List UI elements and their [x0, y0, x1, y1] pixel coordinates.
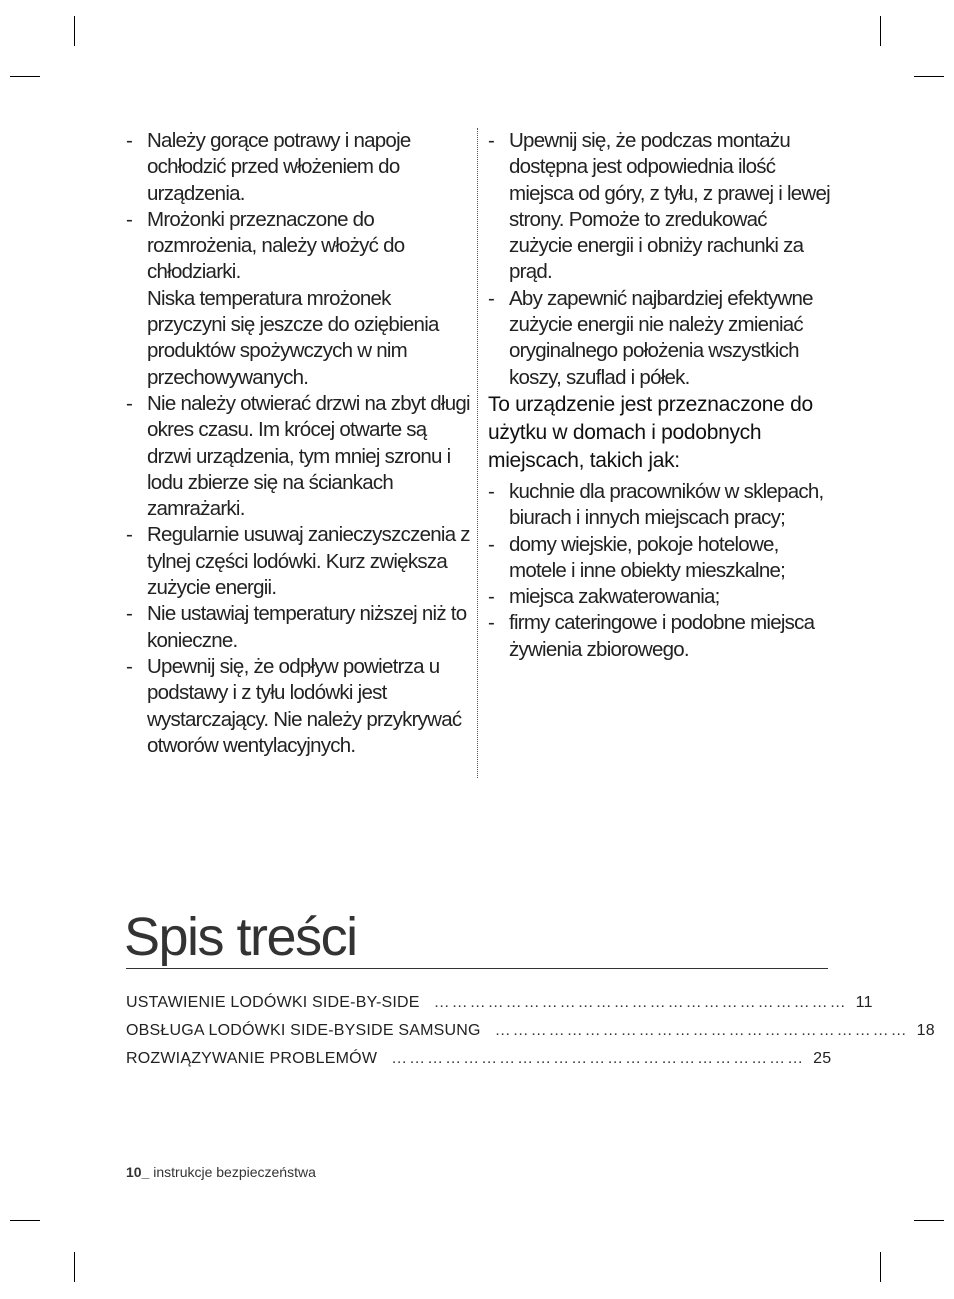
- item-note: Niska temperatura mrożonek przyczyni się jeszcze do oziębienia produktów spożywczych w nim przechowywanych.: [147, 286, 439, 389]
- item-text: Regularnie usuwaj zanieczyszczenia z tylnej części lodówki. Kurz zwiększa zużycie energii.: [147, 523, 470, 600]
- item-text: Należy gorące potrawy i napoje ochłodzić przed włożeniem do urządzenia.: [147, 129, 411, 205]
- page-number: 10_: [126, 1164, 150, 1180]
- column-divider: [477, 128, 478, 778]
- list-item: - kuchnie dla pracowników w sklepach, biurach i innych miejscach pracy;: [488, 479, 824, 530]
- intended-use-list: [488, 479, 833, 663]
- crop-mark: [10, 1220, 40, 1221]
- crop-mark: [914, 1220, 944, 1221]
- item-text: kuchnie dla pracowników w sklepach, biurach i innych miejscach pracy;: [509, 479, 824, 530]
- crop-mark: [914, 76, 944, 77]
- crop-mark: [74, 1252, 75, 1282]
- page-footer: [126, 1164, 316, 1180]
- list-item: - Regularnie usuwaj zanieczyszczenia z tylnej części lodówki. Kurz zwiększa zużycie energii.: [126, 523, 470, 600]
- item-text: Upewnij się, że odpływ powietrza u podstawy i z tyłu lodówki jest wystarczający. Nie należy przykrywać otworów wentylacyjnych.: [147, 654, 462, 757]
- toc-entry[interactable]: [126, 1022, 935, 1050]
- item-text: domy wiejskie, pokoje hotelowe, motele i inne obiekty mieszkalne;: [509, 532, 786, 582]
- energy-tips-list: [126, 128, 471, 759]
- item-text: miejsca zakwaterowania;: [509, 585, 720, 609]
- list-item: - Upewnij się, że odpływ powietrza u podstawy i z tyłu lodówki jest wystarczający. Nie należy przykrywać otworów wentylacyjnych.: [126, 654, 462, 757]
- item-text: Nie ustawiaj temperatury niższej niż to konieczne.: [147, 602, 467, 652]
- list-item: - Mrożonki przeznaczone do rozmrożenia, należy włożyć do chłodziarki. Niska temperatura mrożonek przyczyni się jeszcze do oziębienia produktów spożywczych w nim przechowywanych.: [126, 207, 471, 391]
- table-of-contents: [126, 994, 935, 1078]
- section-name: instrukcje bezpieczeństwa: [153, 1164, 316, 1180]
- item-text: Mrożonki przeznaczone do rozmrożenia, należy włożyć do chłodziarki.: [147, 207, 405, 284]
- toc-entry[interactable]: [126, 1050, 832, 1078]
- toc-entry-label: USTAWIENIE LODÓWKI SIDE-BY-SIDE: [126, 994, 420, 1011]
- crop-mark: [74, 16, 75, 46]
- list-item: - Należy gorące potrawy i napoje ochłodzić przed włożeniem do urządzenia.: [126, 129, 411, 205]
- item-text: Upewnij się, że podczas montażu dostępna jest odpowiednia ilość miejsca od góry, z tyłu, z prawej i lewej strony. Pomoże to zredukować zużycie energii i obniży rachunki za prąd.: [509, 129, 830, 284]
- toc-leader-dots: ……………………………………………………………: [433, 994, 848, 1011]
- list-item: - Nie ustawiaj temperatury niższej niż to konieczne.: [126, 602, 467, 652]
- item-text: firmy cateringowe i podobne miejsca żywienia zbiorowego.: [509, 611, 815, 661]
- toc-entry-page: 25: [813, 1050, 832, 1067]
- crop-mark: [880, 1252, 881, 1282]
- list-item: - firmy cateringowe i podobne miejsca żywienia zbiorowego.: [488, 611, 815, 661]
- crop-mark: [10, 76, 40, 77]
- list-item: - Aby zapewnić najbardziej efektywne zużycie energii nie należy zmieniać oryginalnego położenia wszystkich koszy, szuflad i półek.: [488, 286, 813, 389]
- right-column: [488, 128, 833, 663]
- crop-mark: [880, 16, 881, 46]
- intended-use-heading: To urządzenie jest przeznaczone do użytku w domach i podobnych miejscach, takich jak:: [488, 392, 813, 472]
- item-text: Nie należy otwierać drzwi na zbyt długi okres czasu. Im krócej otwarte są drzwi urządzenia, tym mniej szronu i lodu zbierze się na ściankach zamrażarki.: [147, 391, 470, 521]
- toc-entry-label: OBSŁUGA LODÓWKI SIDE-BYSIDE SAMSUNG: [126, 1022, 481, 1039]
- toc-leader-dots: ……………………………………………………………: [391, 1050, 806, 1067]
- toc-leader-dots: ……………………………………………………………: [494, 1022, 909, 1039]
- toc-entry-page: 11: [855, 994, 873, 1011]
- toc-entry-label: ROZWIĄZYWANIE PROBLEMÓW: [126, 1050, 378, 1067]
- list-item: - miejsca zakwaterowania;: [488, 585, 720, 609]
- list-item: - Upewnij się, że podczas montażu dostępna jest odpowiednia ilość miejsca od góry, z tyłu, z prawej i lewej strony. Pomoże to zredukować zużycie energii i obniży rachunki za prąd.: [488, 129, 830, 284]
- toc-title: Spis treści: [124, 907, 357, 967]
- toc-rule: [126, 968, 828, 969]
- toc-entry[interactable]: [126, 994, 873, 1022]
- list-item: - domy wiejskie, pokoje hotelowe, motele i inne obiekty mieszkalne;: [488, 532, 786, 582]
- toc-entry-page: 18: [916, 1022, 935, 1039]
- list-item: - Nie należy otwierać drzwi na zbyt długi okres czasu. Im krócej otwarte są drzwi urządzenia, tym mniej szronu i lodu zbierze się na ściankach zamrażarki.: [126, 391, 470, 521]
- item-text: Aby zapewnić najbardziej efektywne zużycie energii nie należy zmieniać oryginalnego położenia wszystkich koszy, szuflad i półek.: [509, 286, 813, 389]
- left-column: [126, 128, 471, 759]
- installation-tips-list: [488, 128, 833, 391]
